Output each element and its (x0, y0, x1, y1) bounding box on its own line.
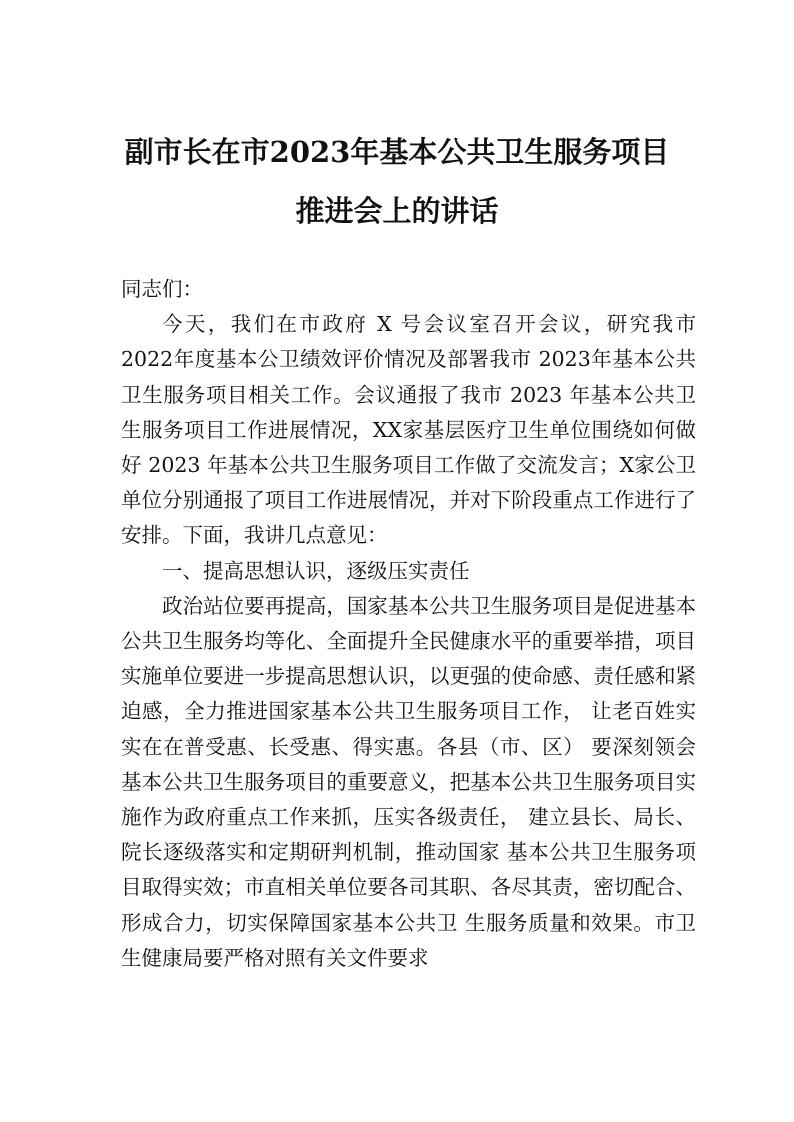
document-body (121, 272, 696, 976)
title-line-1: 副市长在市2023年基本公共卫生服务项目 (124, 135, 670, 169)
section-heading-1: 一、提高思想认识，逐级压实责任 (162, 558, 470, 583)
paragraph-political-stance: 政治站位要再提高，国家基本公共卫生服务项目是促进基本公共卫生服务均等化、全面提升全民健康水平的重要举措，项目实施单位要进一步提高思想认识，以更强的使命感、责任感和紧迫感，全力推进国家基本公共卫生服务项目工作， 让老百姓实实在在普受惠、长受惠、得实惠。各县（市、区） 要深刻领会基本公共卫生服务项目的重要意义，把基本公共卫生服务项目实施作为政府重点工作来抓，压实各级责任， 建立县长、局长、院长逐级落实和定期研判机制，推动国家 基本公共卫生服务项目取得实效；市直相关单位要各司其职、各尽其责，密切配合、形成合力，切实保障国家基本公共卫 生服务质量和效果。市卫生健康局要严格对照有关文件要求 (121, 593, 696, 970)
salutation: 同志们： (121, 277, 203, 301)
title-line-2: 推进会上的讲话 (295, 194, 499, 228)
paragraph-opening: 今天，我们在市政府 X 号会议室召开会议，研究我市 2022年度基本公卫绩效评价情况及部署我市 2023年基本公共卫生服务项目相关工作。会议通报了我市 2023 年基本公共卫生服务项目工作进展情况，XX家基层医疗卫生单位围绕如何做好 2023 年基本公共卫生服务项目工作做了交流发言；X家公卫单位分别通报了项目工作进展情况，并对下阶段重点工作进行了安排。下面，我讲几点意见： (121, 312, 696, 548)
